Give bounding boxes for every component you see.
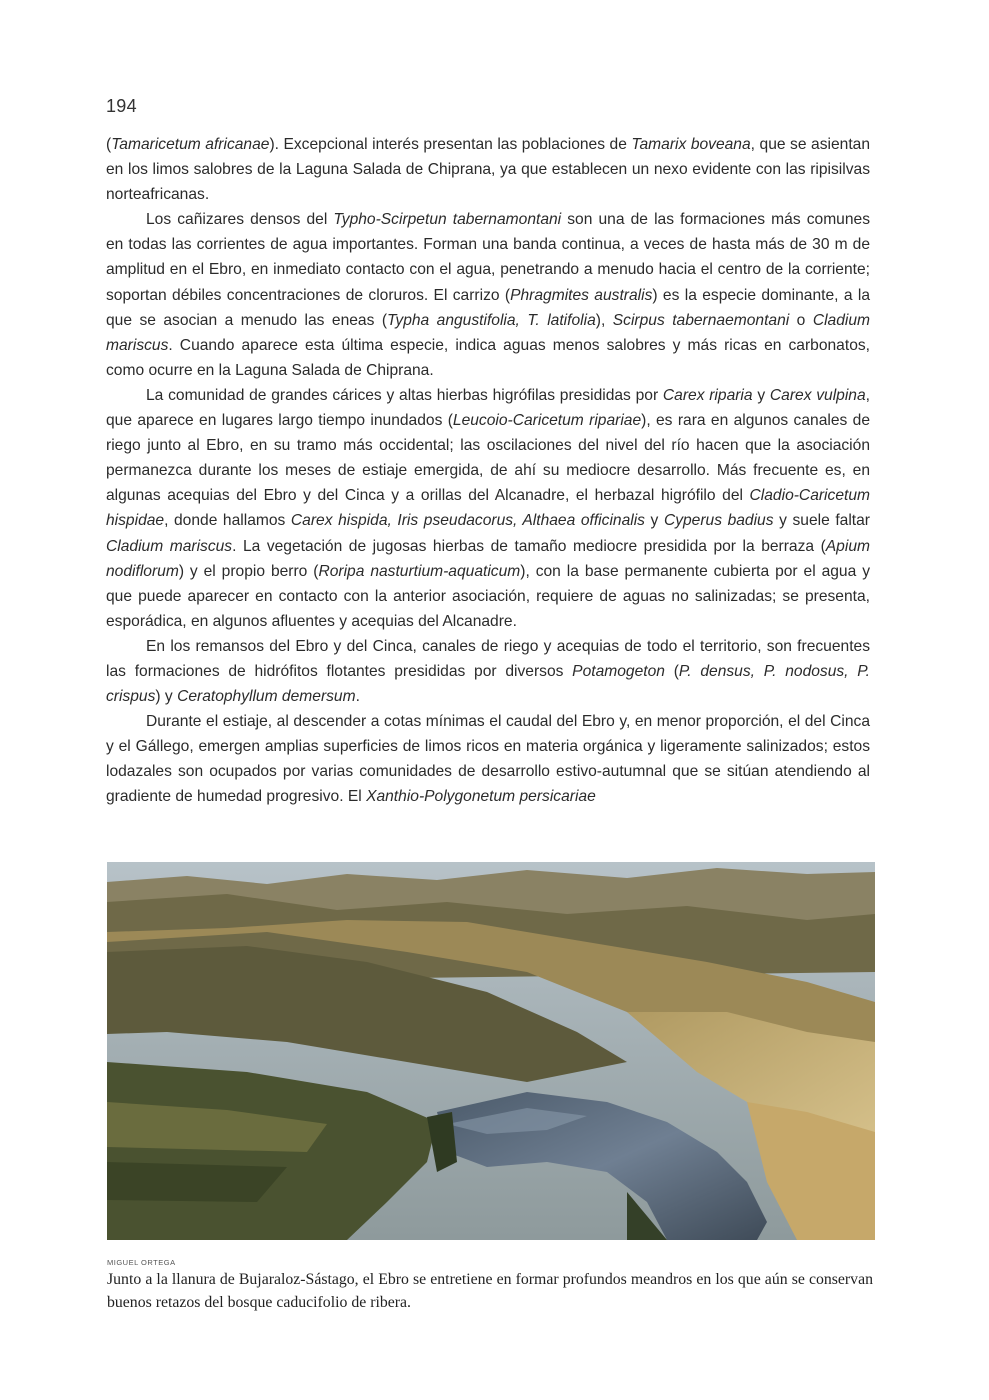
text-run: , que aparece en lugares largo tiempo inundados ( bbox=[106, 386, 870, 430]
text-run: ). Excepcional interés presentan las poblaciones de bbox=[269, 136, 632, 153]
text-run: y bbox=[644, 512, 664, 530]
photo-credit: MIGUEL ORTEGA bbox=[107, 1258, 176, 1267]
italic-term: Ceratophyllum demersum bbox=[177, 688, 356, 706]
text-run: y bbox=[752, 386, 770, 404]
italic-term: Cladium mariscus bbox=[106, 311, 871, 354]
text-run: . bbox=[355, 688, 360, 706]
paragraph bbox=[106, 207, 870, 383]
text-run: . La vegetación de jugosas hierbas de tamaño mediocre presidida por la berraza ( bbox=[232, 537, 826, 555]
text-run: Durante el estiaje, al descender a cotas mínimas el caudal del Ebro y, en menor proporción, el del Cinca y el Gállego, emergen amplias superficies de limos ricos en materia orgánica y ligeramente salinizados; estos lodazales son ocupados por varias comunidades de desarrollo estivo-autumnal que se sitúan atendiendo al gradiente de humedad progresivo. El bbox=[106, 713, 870, 806]
italic-term: Potamogeton bbox=[572, 662, 665, 680]
italic-term: Carex riparia bbox=[662, 386, 753, 404]
paragraph bbox=[106, 383, 870, 634]
italic-term: Roripa nasturtium-aquaticum bbox=[318, 562, 521, 580]
italic-term: Tamaricetum africanae bbox=[111, 136, 270, 153]
italic-term: Xanthio-Polygonetum persicariae bbox=[366, 788, 596, 806]
paragraph bbox=[106, 709, 870, 809]
text-run: ), bbox=[595, 311, 613, 329]
italic-term: Typho-Scirpetun tabernamontani bbox=[333, 211, 562, 229]
paragraph bbox=[106, 132, 870, 207]
italic-term: Scirpus tabernaemontani bbox=[612, 311, 790, 329]
photo-caption: Junto a la llanura de Bujaraloz-Sástago, el Ebro se entretiene en formar profundos meandros en los que aún se conservan buenos retazos del bosque caducifolio de ribera. bbox=[107, 1271, 873, 1311]
text-run: , que se asientan en los limos salobres de la Laguna Salada de Chiprana, ya que establecen un nexo evidente con las ripisilvas norteafricanas. bbox=[106, 136, 871, 204]
text-run: ) y el propio berro ( bbox=[178, 562, 319, 580]
text-run: . Cuando aparece esta última especie, indica aguas menos salobres y más ricas en carbonatos, como ocurre en la Laguna Salada de Chiprana. bbox=[106, 336, 870, 379]
text-run: ( bbox=[106, 136, 112, 153]
italic-term: Tamarix boveana bbox=[631, 136, 751, 153]
italic-term: Cladium mariscus bbox=[106, 537, 233, 555]
italic-term: Carex vulpina bbox=[769, 386, 866, 404]
text-run: son una de las formaciones más comunes en todas las corrientes de agua importantes. Forman una banda continua, a veces de hasta más de 30 m de amplitud en el Ebro, en inmediato contacto con el agua, penetrando a menudo hacia el centro de la corriente; soportan débiles concentraciones de cloruros. El carrizo ( bbox=[106, 211, 870, 304]
text-run: La comunidad de grandes cárices y altas hierbas higrófilas presididas por bbox=[146, 386, 663, 404]
text-run: , donde hallamos bbox=[164, 512, 291, 530]
italic-term: Phragmites australis bbox=[510, 286, 653, 304]
body-text bbox=[106, 132, 870, 810]
italic-term: Cyperus badius bbox=[663, 512, 774, 530]
text-run: ) es la especie dominante, a la que se asocian a menudo las eneas ( bbox=[106, 286, 870, 329]
paragraph bbox=[106, 634, 870, 709]
text-run: o bbox=[789, 311, 813, 329]
text-run: ) y bbox=[155, 688, 178, 706]
text-run: ( bbox=[664, 662, 679, 680]
text-run: En los remansos del Ebro y del Cinca, canales de riego y acequias de todo el territorio, son frecuentes las formaciones de hidrófitos flotantes presididas por diversos bbox=[106, 637, 870, 680]
ebro-meander-photo bbox=[107, 862, 875, 1240]
page-number: 194 bbox=[106, 96, 137, 116]
text-run: y suele faltar bbox=[773, 512, 870, 530]
italic-term: Apium nodiflorum bbox=[106, 537, 870, 580]
text-run: Los cañizares densos del bbox=[146, 211, 334, 229]
italic-term: P. densus, P. nodosus, P. crispus bbox=[106, 662, 870, 706]
text-run: ), con la base permanente cubierta por el agua y que puede aparecer en contacto con la anterior asociación, requiere de aguas no salinizadas; se presenta, esporádica, en algunos afluentes y acequias del Alcanadre. bbox=[106, 562, 870, 630]
italic-term: Leucoio-Caricetum ripariae bbox=[452, 412, 642, 430]
italic-term: Cladio-Caricetum hispidae bbox=[106, 487, 870, 530]
italic-term: Carex hispida, Iris pseudacorus, Althaea officinalis bbox=[290, 512, 645, 530]
text-run: ), es rara en algunos canales de riego junto al Ebro, en su tramo más occidental; las oscilaciones del nivel del río hacen que la asociación permanezca durante los meses de estiaje emergida, de ahí su mediocre desarrollo. Más frecuente es, en algunas acequias del Ebro y del Cinca y a orillas del Alcanadre, el herbazal higrófilo del bbox=[106, 412, 870, 505]
italic-term: Typha angustifolia, T. latifolia bbox=[387, 311, 596, 329]
